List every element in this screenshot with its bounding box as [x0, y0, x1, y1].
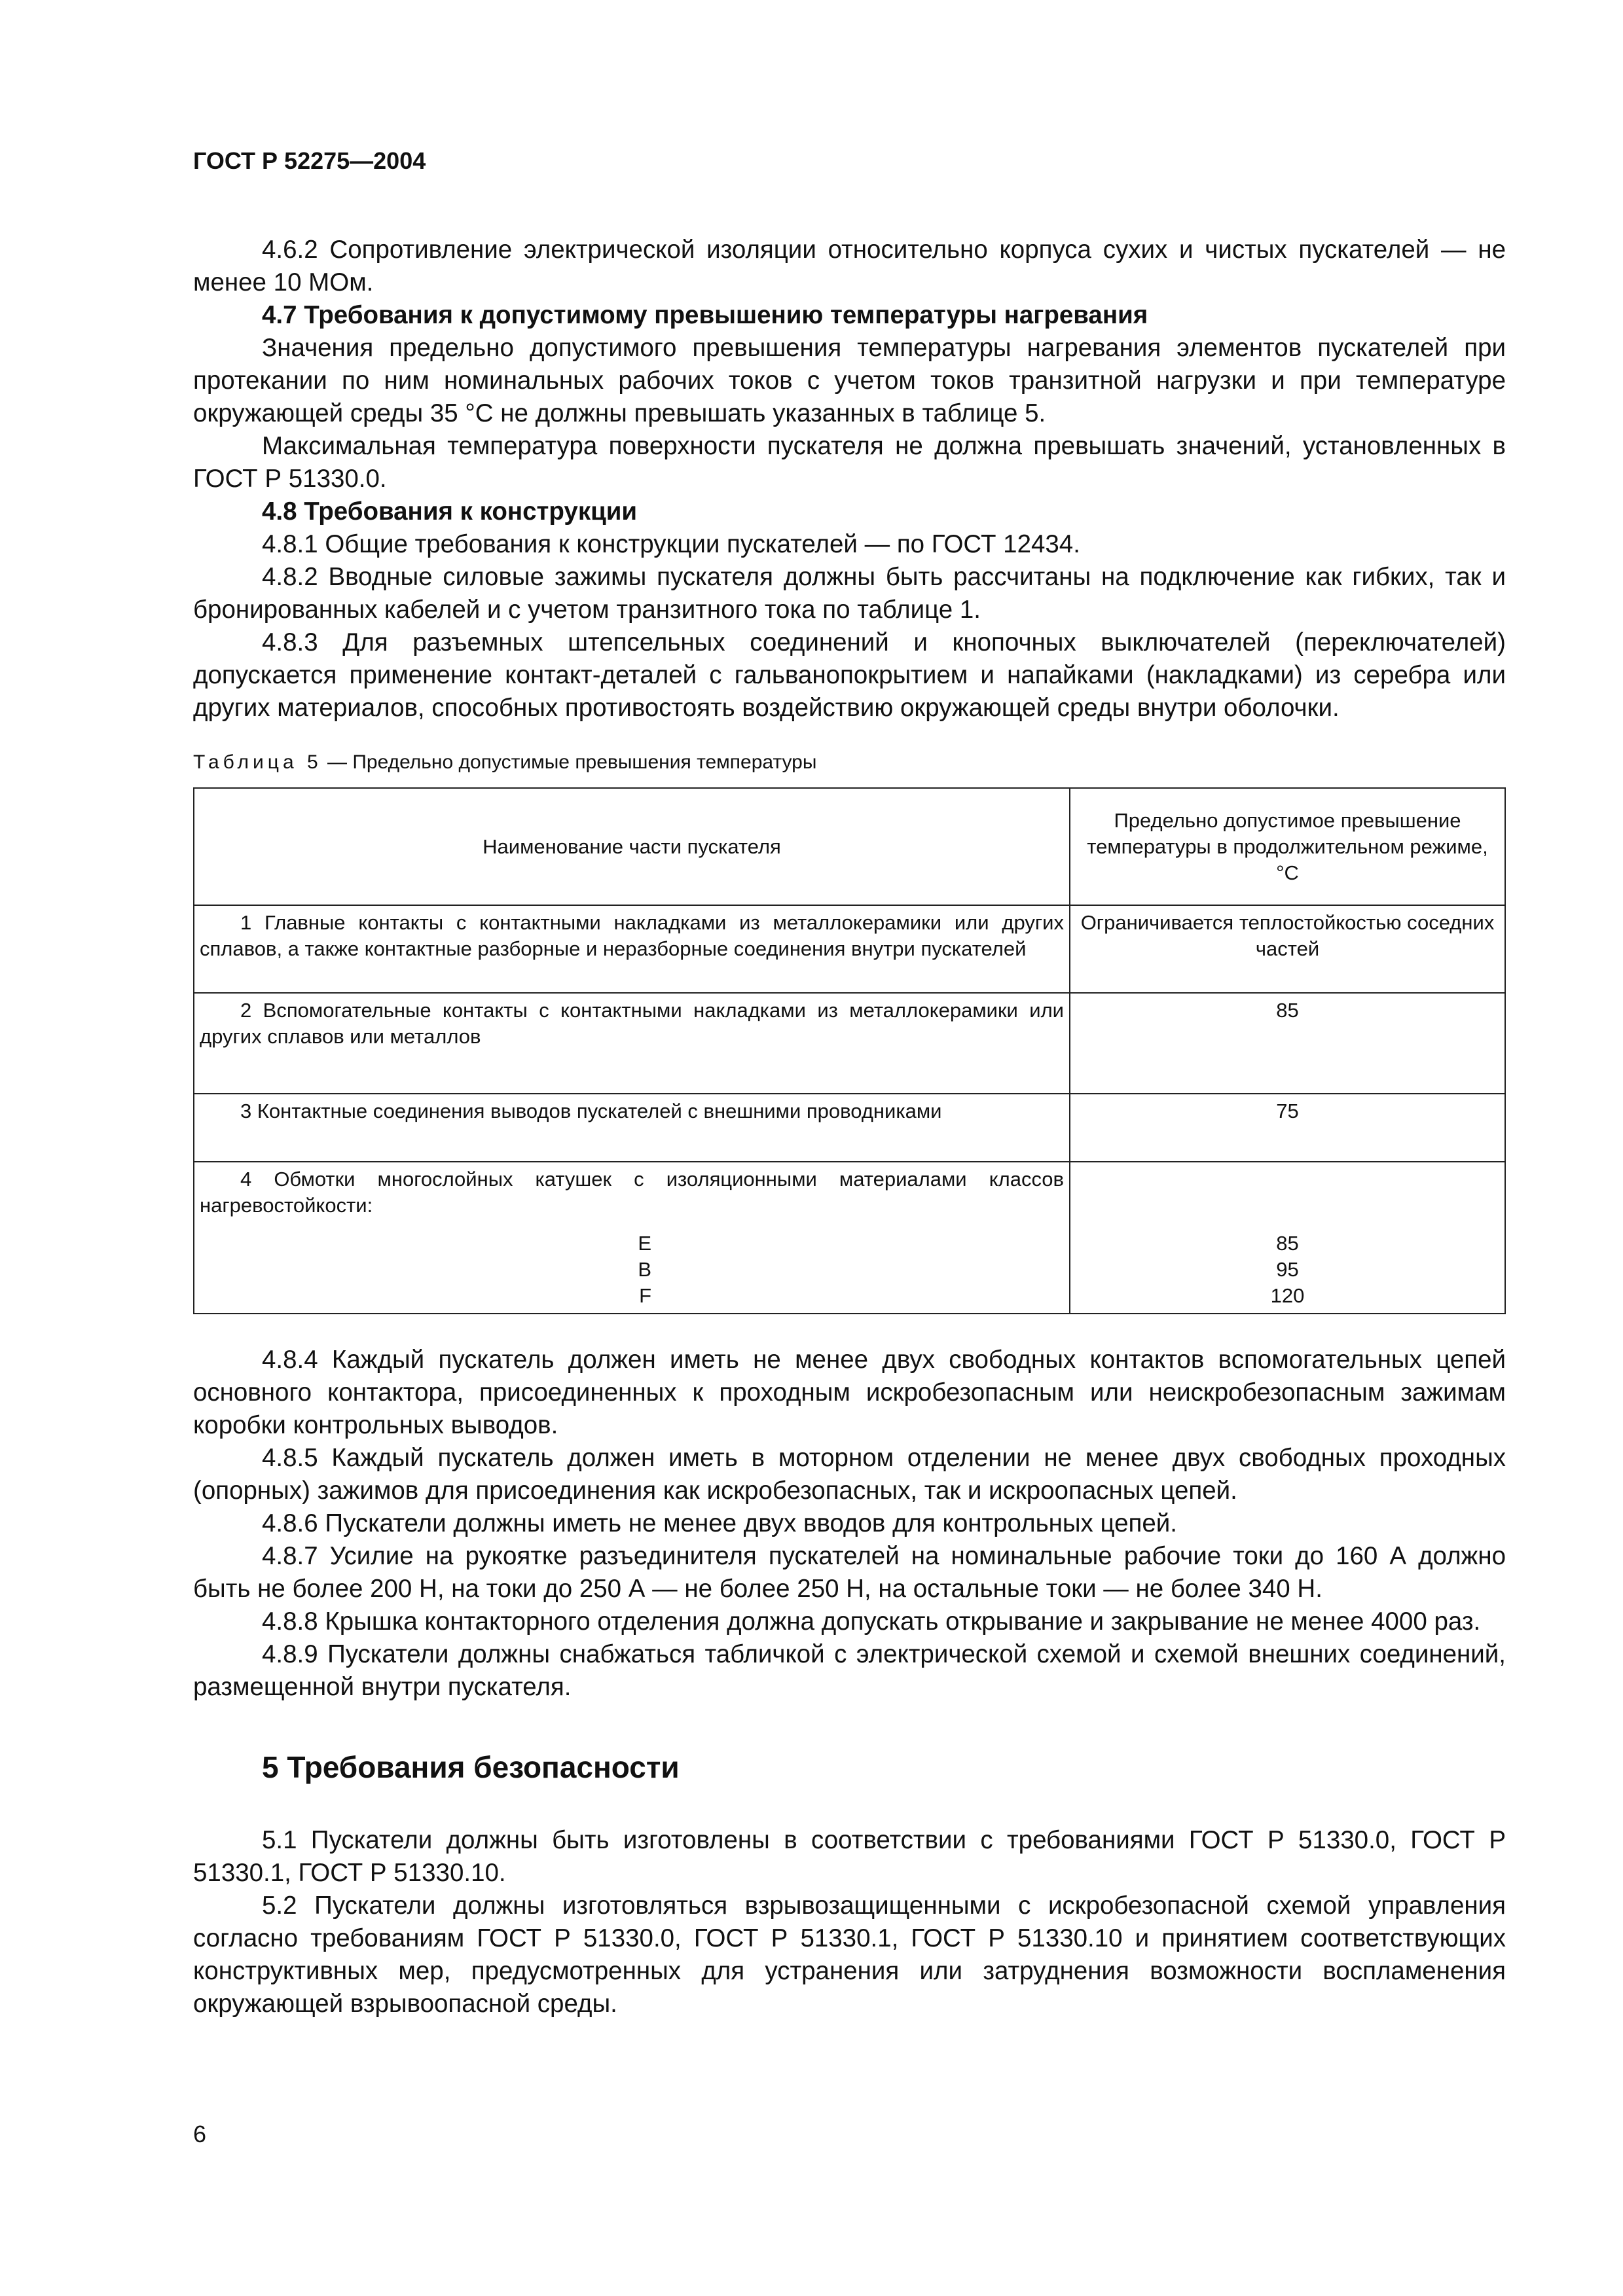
document-page — [193, 147, 1506, 2020]
paragraph: 4.8.2 Вводные силовые зажимы пускателя должны быть рассчитаны на подключение как гибких, так и бронированных кабелей и с учетом транзитного тока по таблице 1. — [193, 563, 1506, 624]
paragraph: Максимальная температура поверхности пускателя не должна превышать значений, установленных в ГОСТ Р 51330.0. — [193, 432, 1506, 493]
table-header-row — [194, 788, 1505, 905]
paragraph: 4.6.2 Сопротивление электрической изоляции относительно корпуса сухих и чистых пускателей — не менее 10 МОм. — [193, 236, 1506, 296]
paragraph: 4.8.8 Крышка контакторного отделения должна допускать открывание и закрывание не менее 4000 раз. — [262, 1607, 1481, 1636]
table-row — [194, 993, 1505, 1094]
class-value: 120 — [1270, 1284, 1305, 1307]
table-cell-name: 1 Главные контакты с контактными накладками из металлокерамики или других сплавов, а также контактные разборные и неразборные соединения внутри пускателей — [194, 905, 1070, 993]
table-row — [194, 1094, 1505, 1162]
paragraph: Значения предельно допустимого превышения температуры нагревания элементов пускателей при протекании по ним номинальных рабочих токов с учетом токов транзитной нагрузки и при температуре окружающей среды 35 °С не должны превышать указанных в таблице 5. — [193, 334, 1506, 427]
bottom-section — [193, 1824, 1506, 2020]
paragraph: 4.8.9 Пускатели должны снабжаться табличкой с электрической схемой и схемой внешних соединений, размещенной внутри пускателя. — [193, 1640, 1506, 1701]
section-title: 5 Требования безопасности — [262, 1750, 680, 1784]
insulation-classes — [200, 1230, 1064, 1309]
table-caption — [193, 751, 1506, 774]
paragraph: 4.8.5 Каждый пускатель должен иметь в моторном отделении не менее двух свободных проходных (опорных) зажимов для присоединения как искробезопасных, так и искроопасных цепей. — [193, 1444, 1506, 1505]
paragraph: 4.8.7 Усилие на рукоятке разъединителя пускателей на номинальные рабочие токи до 160 А должно быть не более 200 Н, на токи до 250 А — не более 250 Н, на остальные токи — не более 340 Н. — [193, 1542, 1506, 1603]
temperature-table — [193, 787, 1506, 1314]
table-cell-value — [1070, 1162, 1505, 1314]
subsection-heading: 4.8 Требования к конструкции — [262, 497, 638, 526]
paragraph: 5.1 Пускатели должны быть изготовлены в соответствии с требованиями ГОСТ Р 51330.0, ГОСТ Р 51330.1, ГОСТ Р 51330.10. — [193, 1826, 1506, 1887]
document-header: ГОСТ Р 52275—2004 — [193, 147, 426, 174]
table-caption-label: Таблица 5 — [193, 751, 322, 773]
paragraph: 5.2 Пускатели должны изготовляться взрывозащищенными с искробезопасной схемой управления согласно требованиям ГОСТ Р 51330.0, ГОСТ Р 51330.1, ГОСТ Р 51330.10 и принятием соответствующих конструктивных мер, предусмотренных для устранения или затруднения возможности воспламенения окружающей взрывоопасной среды. — [193, 1892, 1506, 2018]
row-4-value — [1076, 1166, 1499, 1193]
table-row — [194, 1162, 1505, 1314]
class-label: E — [638, 1232, 651, 1255]
table-caption-text: — Предельно допустимые превышения температуры — [321, 751, 817, 773]
table-row — [194, 905, 1505, 993]
subsection-heading: 4.7 Требования к допустимому превышению температуры нагревания — [262, 301, 1148, 329]
paragraph: 4.8.6 Пускатели должны иметь не менее двух вводов для контрольных цепей. — [262, 1509, 1177, 1537]
column-header-part-name: Наименование части пускателя — [194, 788, 1070, 905]
class-label: F — [639, 1284, 651, 1307]
class-label: B — [638, 1258, 651, 1281]
class-values — [1076, 1230, 1499, 1309]
class-value: 95 — [1276, 1258, 1299, 1281]
table-cell-name: 2 Вспомогательные контакты с контактными накладками из металлокерамики или других сплавов или металлов — [194, 993, 1070, 1094]
table-cell-name — [194, 1162, 1070, 1314]
table-cell-value: 75 — [1070, 1094, 1505, 1162]
mid-section — [193, 1344, 1506, 1704]
paragraph: 4.8.3 Для разъемных штепсельных соединений и кнопочных выключателей (переключателей) допускается применение контакт-деталей с гальванопокрытием и напайками (накладками) из серебра или других материалов, способных противостоять воздействию окружающей среды внутри оболочки. — [193, 628, 1506, 722]
column-header-temperature: Предельно допустимое превышение температуры в продолжительном режиме, °С — [1070, 788, 1505, 905]
paragraph: 4.8.4 Каждый пускатель должен иметь не менее двух свободных контактов вспомогательных цепей основного контактора, присоединенных к проходным искробезопасным или неискробезопасным зажимам коробки контрольных выводов. — [193, 1346, 1506, 1439]
table-cell-value: 85 — [1070, 993, 1505, 1094]
page-number: 6 — [193, 2121, 207, 2147]
table-cell-name: 3 Контактные соединения выводов пускателей с внешними проводниками — [194, 1094, 1070, 1162]
row-4-text: 4 Обмотки многослойных катушек с изоляционными материалами классов нагревостойкости: — [200, 1168, 1064, 1217]
table-cell-value: Ограничивается теплостойкостью соседних частей — [1070, 905, 1505, 993]
class-value: 85 — [1276, 1232, 1299, 1255]
top-section — [193, 234, 1506, 725]
paragraph: 4.8.1 Общие требования к конструкции пускателей — по ГОСТ 12434. — [262, 530, 1080, 558]
